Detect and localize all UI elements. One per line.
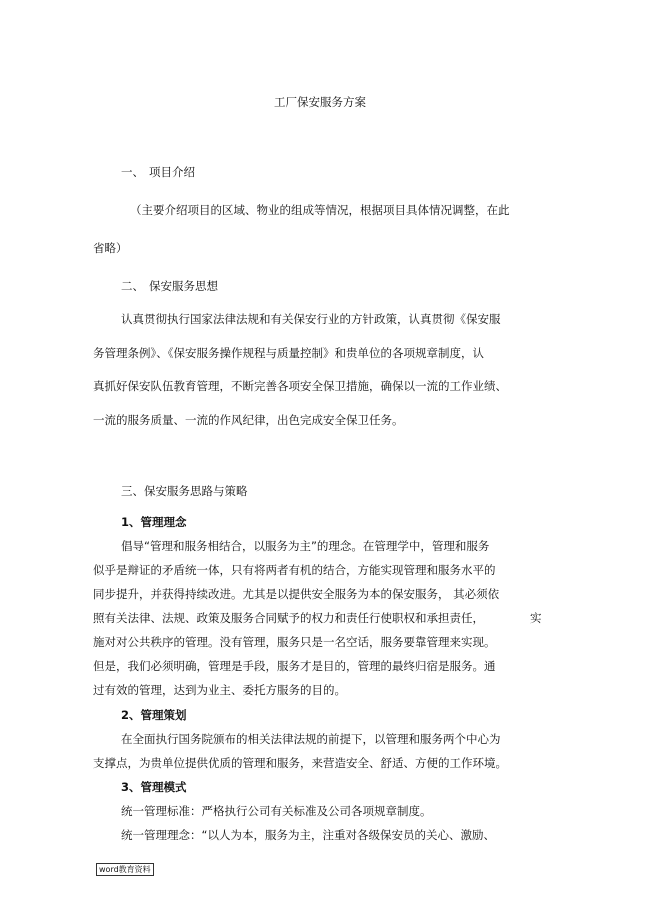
subsection-3-paragraph-line: 统一管理理念：“以人为本，服务为主，注重对各级保安员的关心、激励、 bbox=[121, 828, 495, 842]
subsection-1-paragraph-line: 似乎是辩证的矛盾统一体，只有将两者有机的结合，方能实现管理和服务水平的 bbox=[93, 563, 496, 577]
section-2-paragraph-line: 真抓好保安队伍教育管理，不断完善各项安全保卫措施，确保以一流的工作业绩、 bbox=[93, 379, 507, 393]
section-3-heading: 三、保安服务思路与策略 bbox=[121, 484, 248, 498]
subsection-2-heading: 2、管理策划 bbox=[121, 708, 187, 722]
subsection-2-paragraph-line: 在全面执行国务院颁布的相关法律法规的前提下，以管理和服务两个中心为 bbox=[121, 732, 501, 746]
subsection-3-paragraph-line: 统一管理标准：严格执行公司有关标准及公司各项规章制度。 bbox=[121, 804, 432, 818]
footer-label: word教育资料 bbox=[96, 863, 154, 876]
subsection-1-heading: 1、管理理念 bbox=[121, 515, 187, 529]
subsection-1-paragraph-line: 倡导“管理和服务相结合，以服务为主”的理念。在管理学中，管理和服务 bbox=[121, 539, 490, 553]
section-2-number: 二、 bbox=[121, 279, 144, 293]
subsection-3-heading: 3、管理模式 bbox=[121, 780, 187, 794]
subsection-1-paragraph-line: 但是，我们必须明确，管理是手段，服务才是目的，管理的最终归宿是服务。通 bbox=[93, 659, 496, 673]
subsection-1-paragraph-line: 同步提升，并获得持续改进。尤其是以提供安全服务为本的保安服务， 其必须依 bbox=[93, 587, 500, 601]
section-2-paragraph-line: 务管理条例》、《保安服务操作规程与质量控制》和贵单位的各项规章制度，认 bbox=[93, 346, 484, 360]
section-2-heading: 保安服务思想 bbox=[149, 279, 218, 293]
subsection-1-paragraph-line: 照有关法律、法规、政策及服务合同赋予的权力和责任行使职权和承担责任， bbox=[93, 611, 484, 625]
subsection-1-paragraph-line: 施对对公共秩序的管理。没有管理，服务只是一名空话，服务要靠管理来实现。 bbox=[93, 635, 496, 649]
subsection-2-paragraph-line: 支撑点，为贵单位提供优质的管理和服务，来营造安全、舒适、方便的工作环境。 bbox=[93, 756, 507, 770]
document-title: 工厂保安服务方案 bbox=[274, 95, 366, 109]
section-2-paragraph-line: 认真贯彻执行国家法律法规和有关保安行业的方针政策，认真贯彻《保安服 bbox=[121, 312, 501, 326]
section-1-heading: 项目介绍 bbox=[149, 165, 195, 179]
subsection-1-paragraph-line-end: 实 bbox=[530, 611, 542, 625]
section-2-paragraph-line: 一流的服务质量、一流的作风纪律，出色完成安全保卫任务。 bbox=[93, 413, 404, 427]
subsection-1-paragraph-line: 过有效的管理，达到为业主、委托方服务的目的。 bbox=[93, 683, 346, 697]
section-1-paragraph-line: 省略） bbox=[93, 241, 128, 255]
section-1-number: 一、 bbox=[121, 165, 144, 179]
section-1-paragraph-line: （主要介绍项目的区域、物业的组成等情况，根据项目具体情况调整，在此 bbox=[130, 203, 510, 217]
